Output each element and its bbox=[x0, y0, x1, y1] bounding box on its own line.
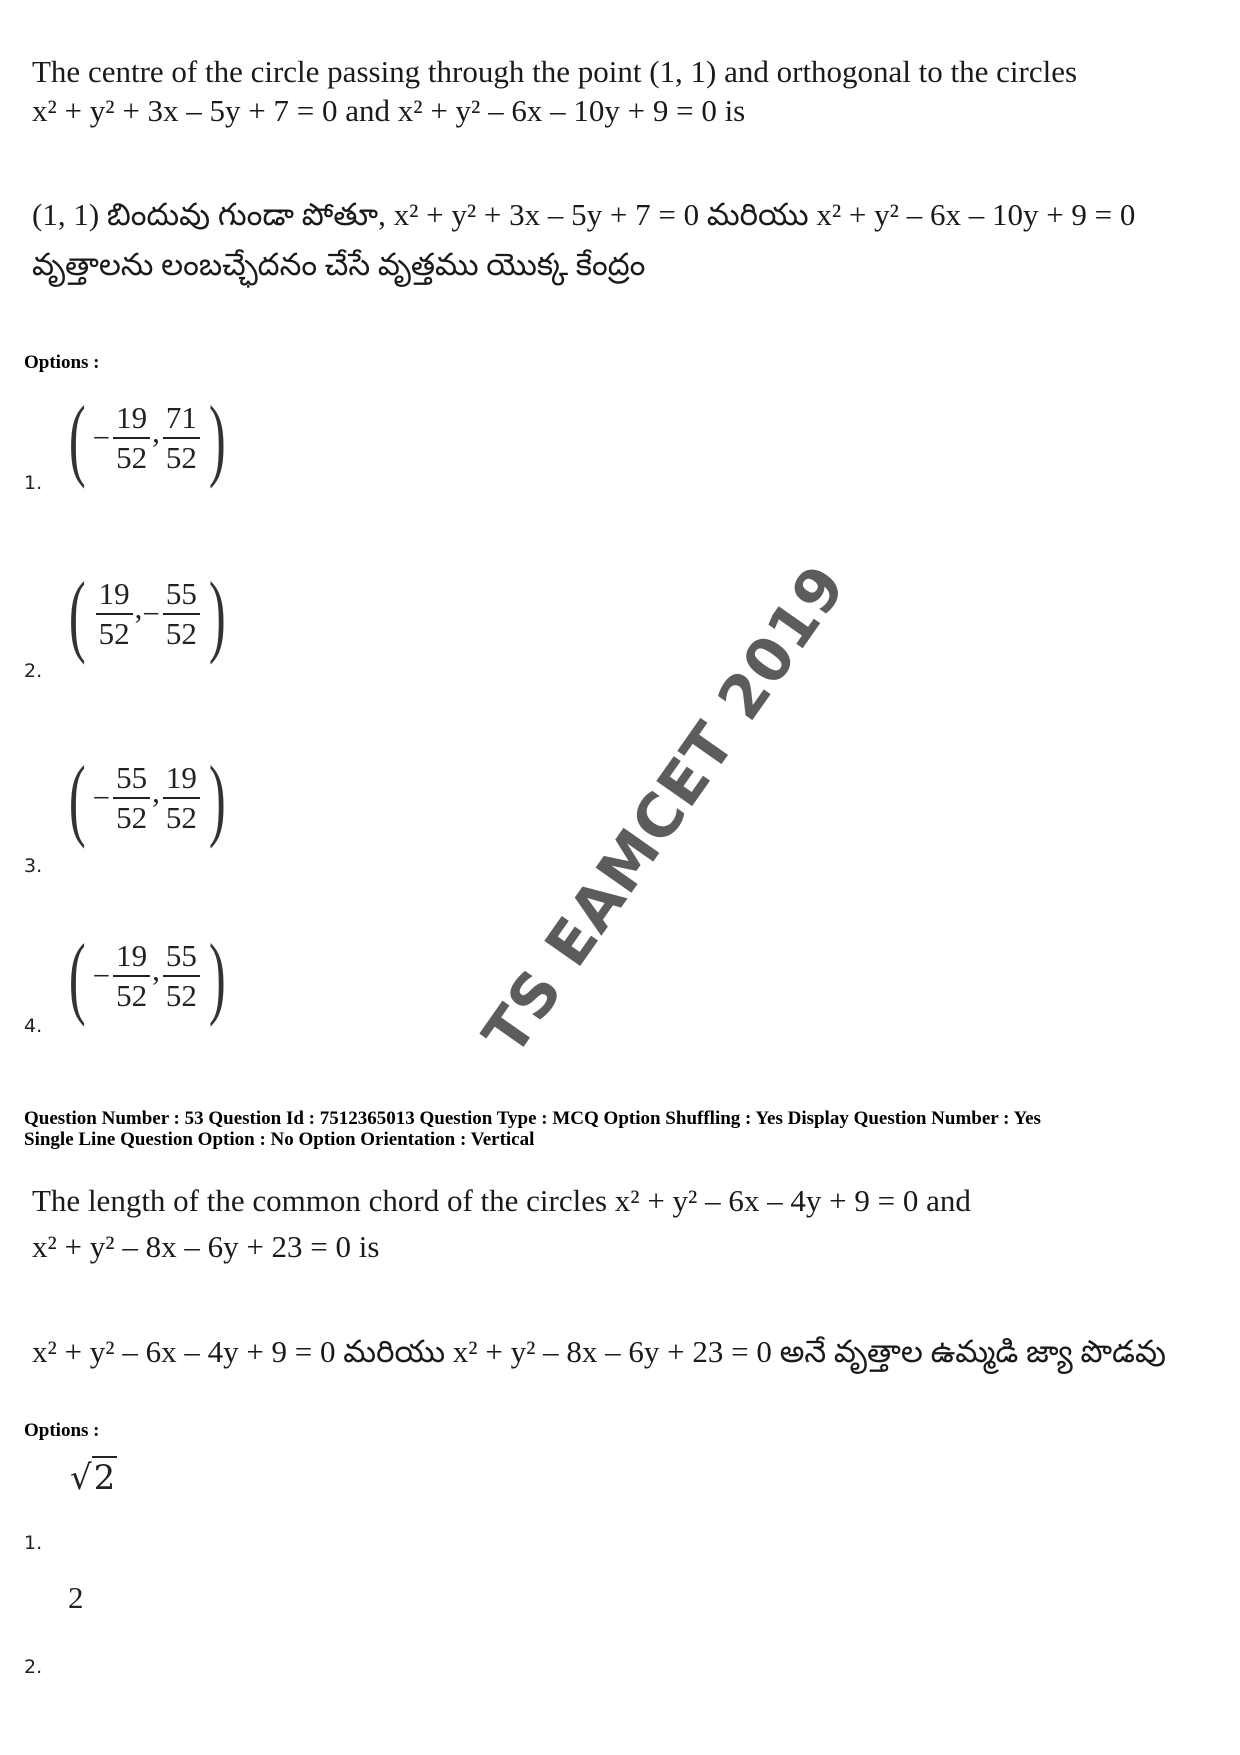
question-53-english bbox=[32, 1178, 1222, 1270]
denominator: 52 bbox=[116, 800, 148, 835]
question-52-telugu-line-2: వృత్తాలను లంబచ్ఛేదనం చేసే వృత్తము యొక్క కేంద్రం bbox=[32, 247, 646, 282]
numerator: 55 bbox=[113, 759, 150, 799]
question-52-english bbox=[32, 52, 1222, 130]
option-number: 3. bbox=[24, 855, 43, 877]
sign-x: − bbox=[92, 958, 111, 993]
denominator: 52 bbox=[116, 440, 148, 475]
question-53-meta-line-2: Single Line Question Option : No Option Orientation : Vertical bbox=[24, 1129, 535, 1150]
right-paren: ) bbox=[208, 387, 226, 489]
fraction-x bbox=[113, 937, 150, 1015]
left-paren: ( bbox=[68, 747, 86, 849]
sign-x: − bbox=[92, 420, 111, 455]
option-2-q52[interactable] bbox=[62, 563, 233, 665]
question-53-meta bbox=[24, 1108, 1041, 1150]
sign-y: − bbox=[142, 596, 160, 631]
right-paren: ) bbox=[208, 563, 226, 665]
fraction-x bbox=[96, 575, 133, 653]
left-paren: ( bbox=[68, 925, 86, 1027]
numerator: 55 bbox=[163, 937, 200, 977]
question-52-telugu-line-1: (1, 1) బిందువు గుండా పోతూ, x² + y² + 3x – 5y + 7 = 0 మరియు x² + y² – 6x – 10y + 9 = 0 bbox=[32, 197, 1136, 232]
question-52-english-line-2: x² + y² + 3x – 5y + 7 = 0 and x² + y² – 6x – 10y + 9 = 0 is bbox=[32, 93, 746, 128]
option-number: 1. bbox=[24, 472, 43, 494]
numerator: 55 bbox=[163, 575, 200, 615]
option-3-q52[interactable] bbox=[62, 747, 233, 849]
option-number: 1. bbox=[24, 1532, 43, 1554]
option-1-q53[interactable] bbox=[70, 1458, 117, 1498]
question-53-telugu: x² + y² – 6x – 4y + 9 = 0 మరియు x² + y² – 8x – 6y + 23 = 0 అనే వృత్తాల ఉమ్మడి జ్యా పొడవు bbox=[32, 1334, 1166, 1369]
fraction-y bbox=[163, 575, 200, 653]
option-4-q52[interactable] bbox=[62, 925, 233, 1027]
comma: , bbox=[134, 590, 143, 625]
question-52-english-line-1: The centre of the circle passing through the point (1, 1) and orthogonal to the circles bbox=[32, 54, 1078, 89]
left-paren: ( bbox=[68, 563, 86, 665]
option-number: 4. bbox=[24, 1015, 43, 1037]
option-number: 2. bbox=[24, 660, 43, 682]
fraction-x bbox=[113, 399, 150, 477]
numerator: 19 bbox=[163, 759, 200, 799]
numerator: 19 bbox=[96, 575, 133, 615]
left-paren: ( bbox=[68, 387, 86, 489]
numerator: 19 bbox=[113, 937, 150, 977]
fraction-y bbox=[163, 937, 200, 1015]
denominator: 52 bbox=[165, 616, 197, 651]
sign-x: − bbox=[92, 780, 111, 815]
denominator: 52 bbox=[98, 616, 130, 651]
fraction-y bbox=[163, 399, 200, 477]
numerator: 71 bbox=[163, 399, 200, 439]
question-52-telugu bbox=[32, 190, 1222, 290]
denominator: 52 bbox=[165, 440, 197, 475]
denominator: 52 bbox=[165, 800, 197, 835]
question-53-english-line-2: x² + y² – 8x – 6y + 23 = 0 is bbox=[32, 1229, 380, 1264]
options-label-q53: Options : bbox=[24, 1420, 100, 1441]
comma: , bbox=[152, 414, 160, 449]
denominator: 52 bbox=[165, 978, 197, 1013]
right-paren: ) bbox=[208, 747, 226, 849]
fraction-y bbox=[163, 759, 200, 837]
fraction-x bbox=[113, 759, 150, 837]
denominator: 52 bbox=[116, 978, 148, 1013]
radicand: 2 bbox=[93, 1458, 116, 1498]
watermark: TS EAMCET 2019 bbox=[469, 552, 861, 1068]
sqrt-sign: √ bbox=[70, 1458, 92, 1498]
option-1-q52[interactable] bbox=[62, 387, 233, 489]
comma: , bbox=[152, 774, 160, 809]
question-53-meta-line-1: Question Number : 53 Question Id : 7512365013 Question Type : MCQ Option Shuffling : Yes Display Question Number : Yes bbox=[24, 1108, 1041, 1129]
numerator: 19 bbox=[113, 399, 150, 439]
option-2-q53[interactable]: 2 bbox=[68, 1580, 84, 1615]
right-paren: ) bbox=[208, 925, 226, 1027]
option-number: 2. bbox=[24, 1656, 43, 1678]
question-53-english-line-1: The length of the common chord of the circles x² + y² – 6x – 4y + 9 = 0 and bbox=[32, 1183, 971, 1218]
comma: , bbox=[152, 952, 160, 987]
options-label-q52: Options : bbox=[24, 352, 100, 373]
